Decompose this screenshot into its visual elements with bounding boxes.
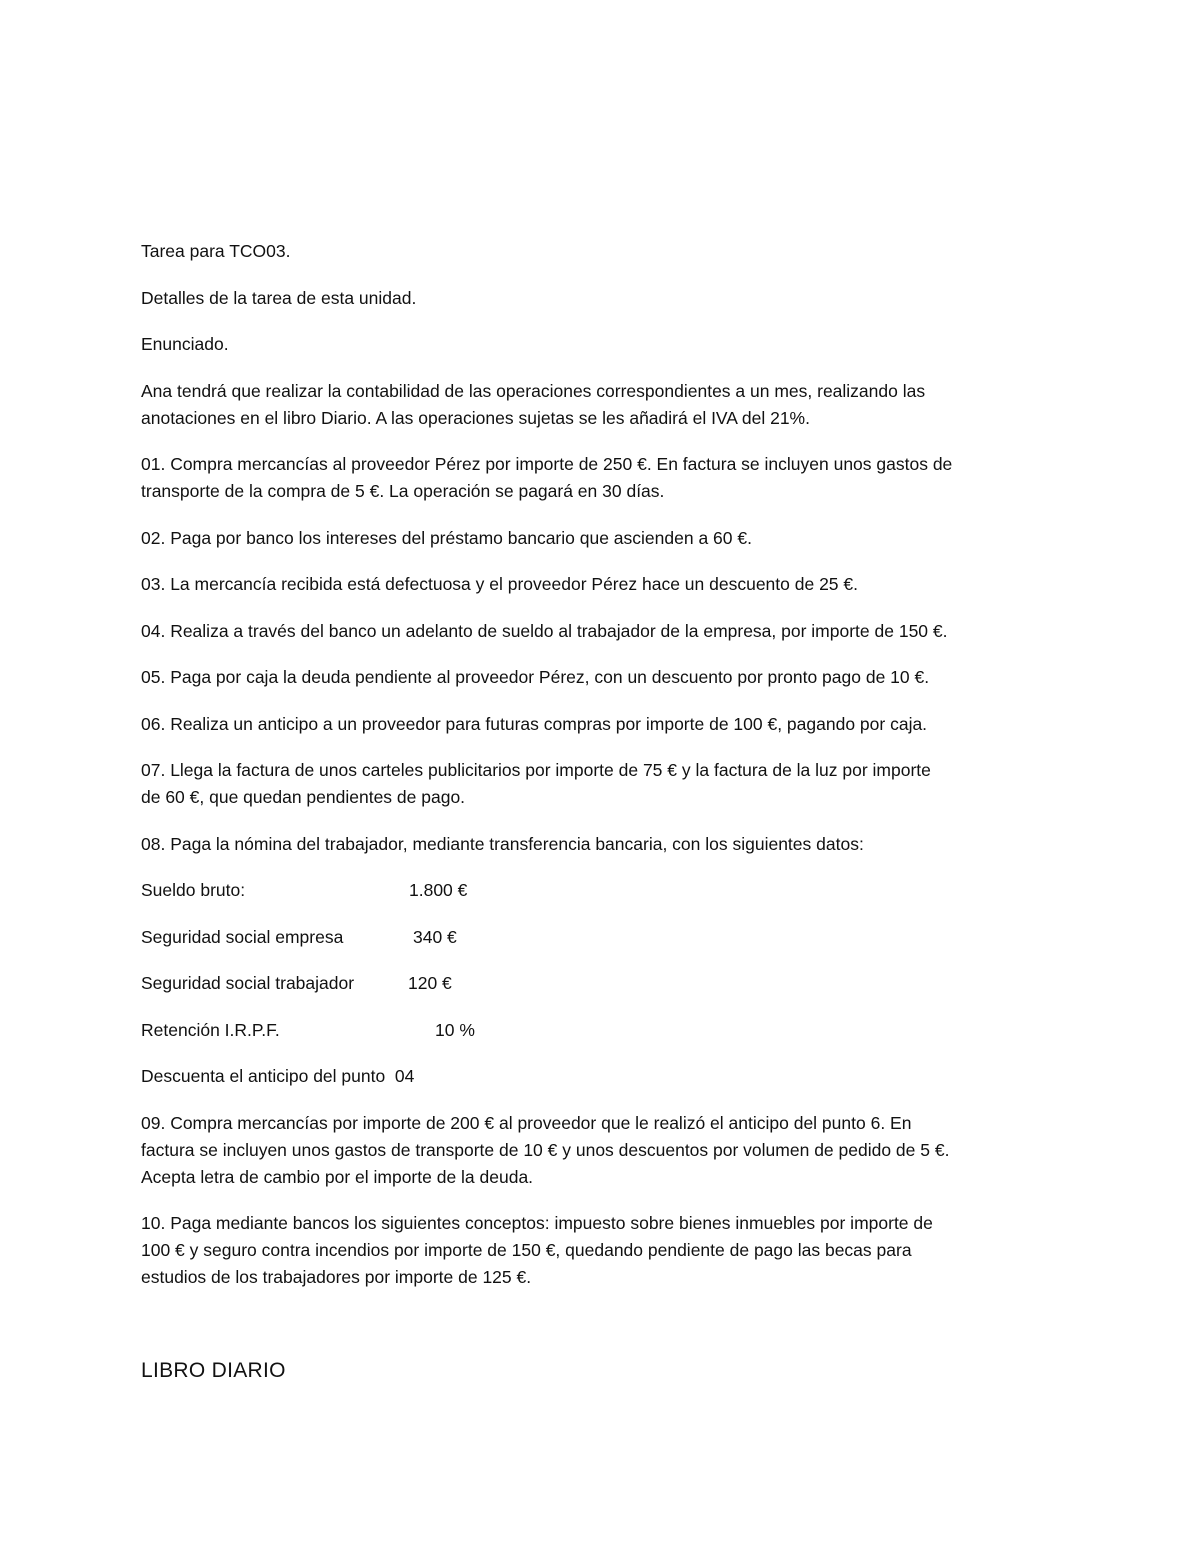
operation-line: estudios de los trabajadores por importe de 125 €. [141,1267,532,1287]
intro-line: Ana tendrá que realizar la contabilidad de las operaciones correspondientes a un mes, realizando las [141,380,926,401]
operation-line: 04. Realiza a través del banco un adelanto de sueldo al trabajador de la empresa, por importe de 150 €. [141,620,948,641]
payroll-label: Seguridad social trabajador [141,973,355,993]
operation-03 [141,571,1071,598]
operation-01 [141,451,1071,505]
payroll-row [141,877,1071,904]
operation-06 [141,711,1071,738]
operation-line: 06. Realiza un anticipo a un proveedor para futuras compras por importe de 100 €, pagando por caja. [141,713,928,734]
operation-09 [141,1110,1071,1191]
payroll-note: Descuenta el anticipo del punto 04 [141,1066,415,1086]
operation-line: 05. Paga por caja la deuda pendiente al proveedor Pérez, con un descuento por pronto pago de 10 €. [141,667,930,687]
payroll-row [141,1017,1071,1044]
libro-diario-heading: LIBRO DIARIO [141,1359,286,1382]
payroll-row [141,970,1071,997]
operation-line: 03. La mercancía recibida está defectuosa y el proveedor Pérez hace un descuento de 25 €. [141,574,858,594]
payroll-label: Sueldo bruto: [141,880,246,900]
operation-line: Acepta letra de cambio por el importe de la deuda. [141,1166,534,1187]
operation-line: 02. Paga por banco los intereses del préstamo bancario que ascienden a 60 €. [141,527,752,548]
payroll-value: 120 € [408,973,452,993]
operation-line: 100 € y seguro contra incendios por importe de 150 €, quedando pendiente de pago las becas para [141,1240,912,1260]
operation-05 [141,664,1071,691]
payroll-label: Seguridad social empresa [141,926,344,947]
payroll-row [141,924,1071,951]
operation-line: 08. Paga la nómina del trabajador, mediante transferencia bancaria, con los siguientes datos: [141,833,864,854]
payroll-value: 340 € [413,926,457,947]
operation-10 [141,1210,1071,1291]
section-heading: Enunciado. [141,334,229,354]
payroll-label: Retención I.R.P.F. [141,1019,280,1040]
operation-07 [141,757,1071,811]
operation-08 [141,831,1071,858]
payroll-value: 1.800 € [409,880,468,900]
intro-paragraph [141,378,1071,432]
operation-line: de 60 €, que quedan pendientes de pago. [141,787,466,807]
operation-line: 10. Paga mediante bancos los siguientes conceptos: impuesto sobre bienes inmuebles por importe de [141,1213,933,1233]
operation-line: transporte de la compra de 5 €. La operación se pagará en 30 días. [141,481,665,501]
operation-04 [141,618,1071,645]
document-subtitle: Detalles de la tarea de esta unidad. [141,287,417,308]
document-title: Tarea para TCO03. [141,241,291,261]
operation-line: 01. Compra mercancías al proveedor Pérez por importe de 250 €. En factura se incluyen unos gastos de [141,454,953,474]
payroll-value: 10 % [435,1019,475,1040]
operation-02 [141,525,1071,552]
operation-line: 07. Llega la factura de unos carteles publicitarios por importe de 75 € y la factura de la luz por importe [141,760,931,780]
intro-line: anotaciones en el libro Diario. A las operaciones sujetas se les añadirá el IVA del 21%. [141,407,810,428]
document-body [141,238,1071,1311]
operation-line: factura se incluyen unos gastos de transporte de 10 € y unos descuentos por volumen de pedido de 5 €. [141,1139,950,1160]
operation-line: 09. Compra mercancías por importe de 200 € al proveedor que le realizó el anticipo del punto 6. En [141,1112,912,1133]
